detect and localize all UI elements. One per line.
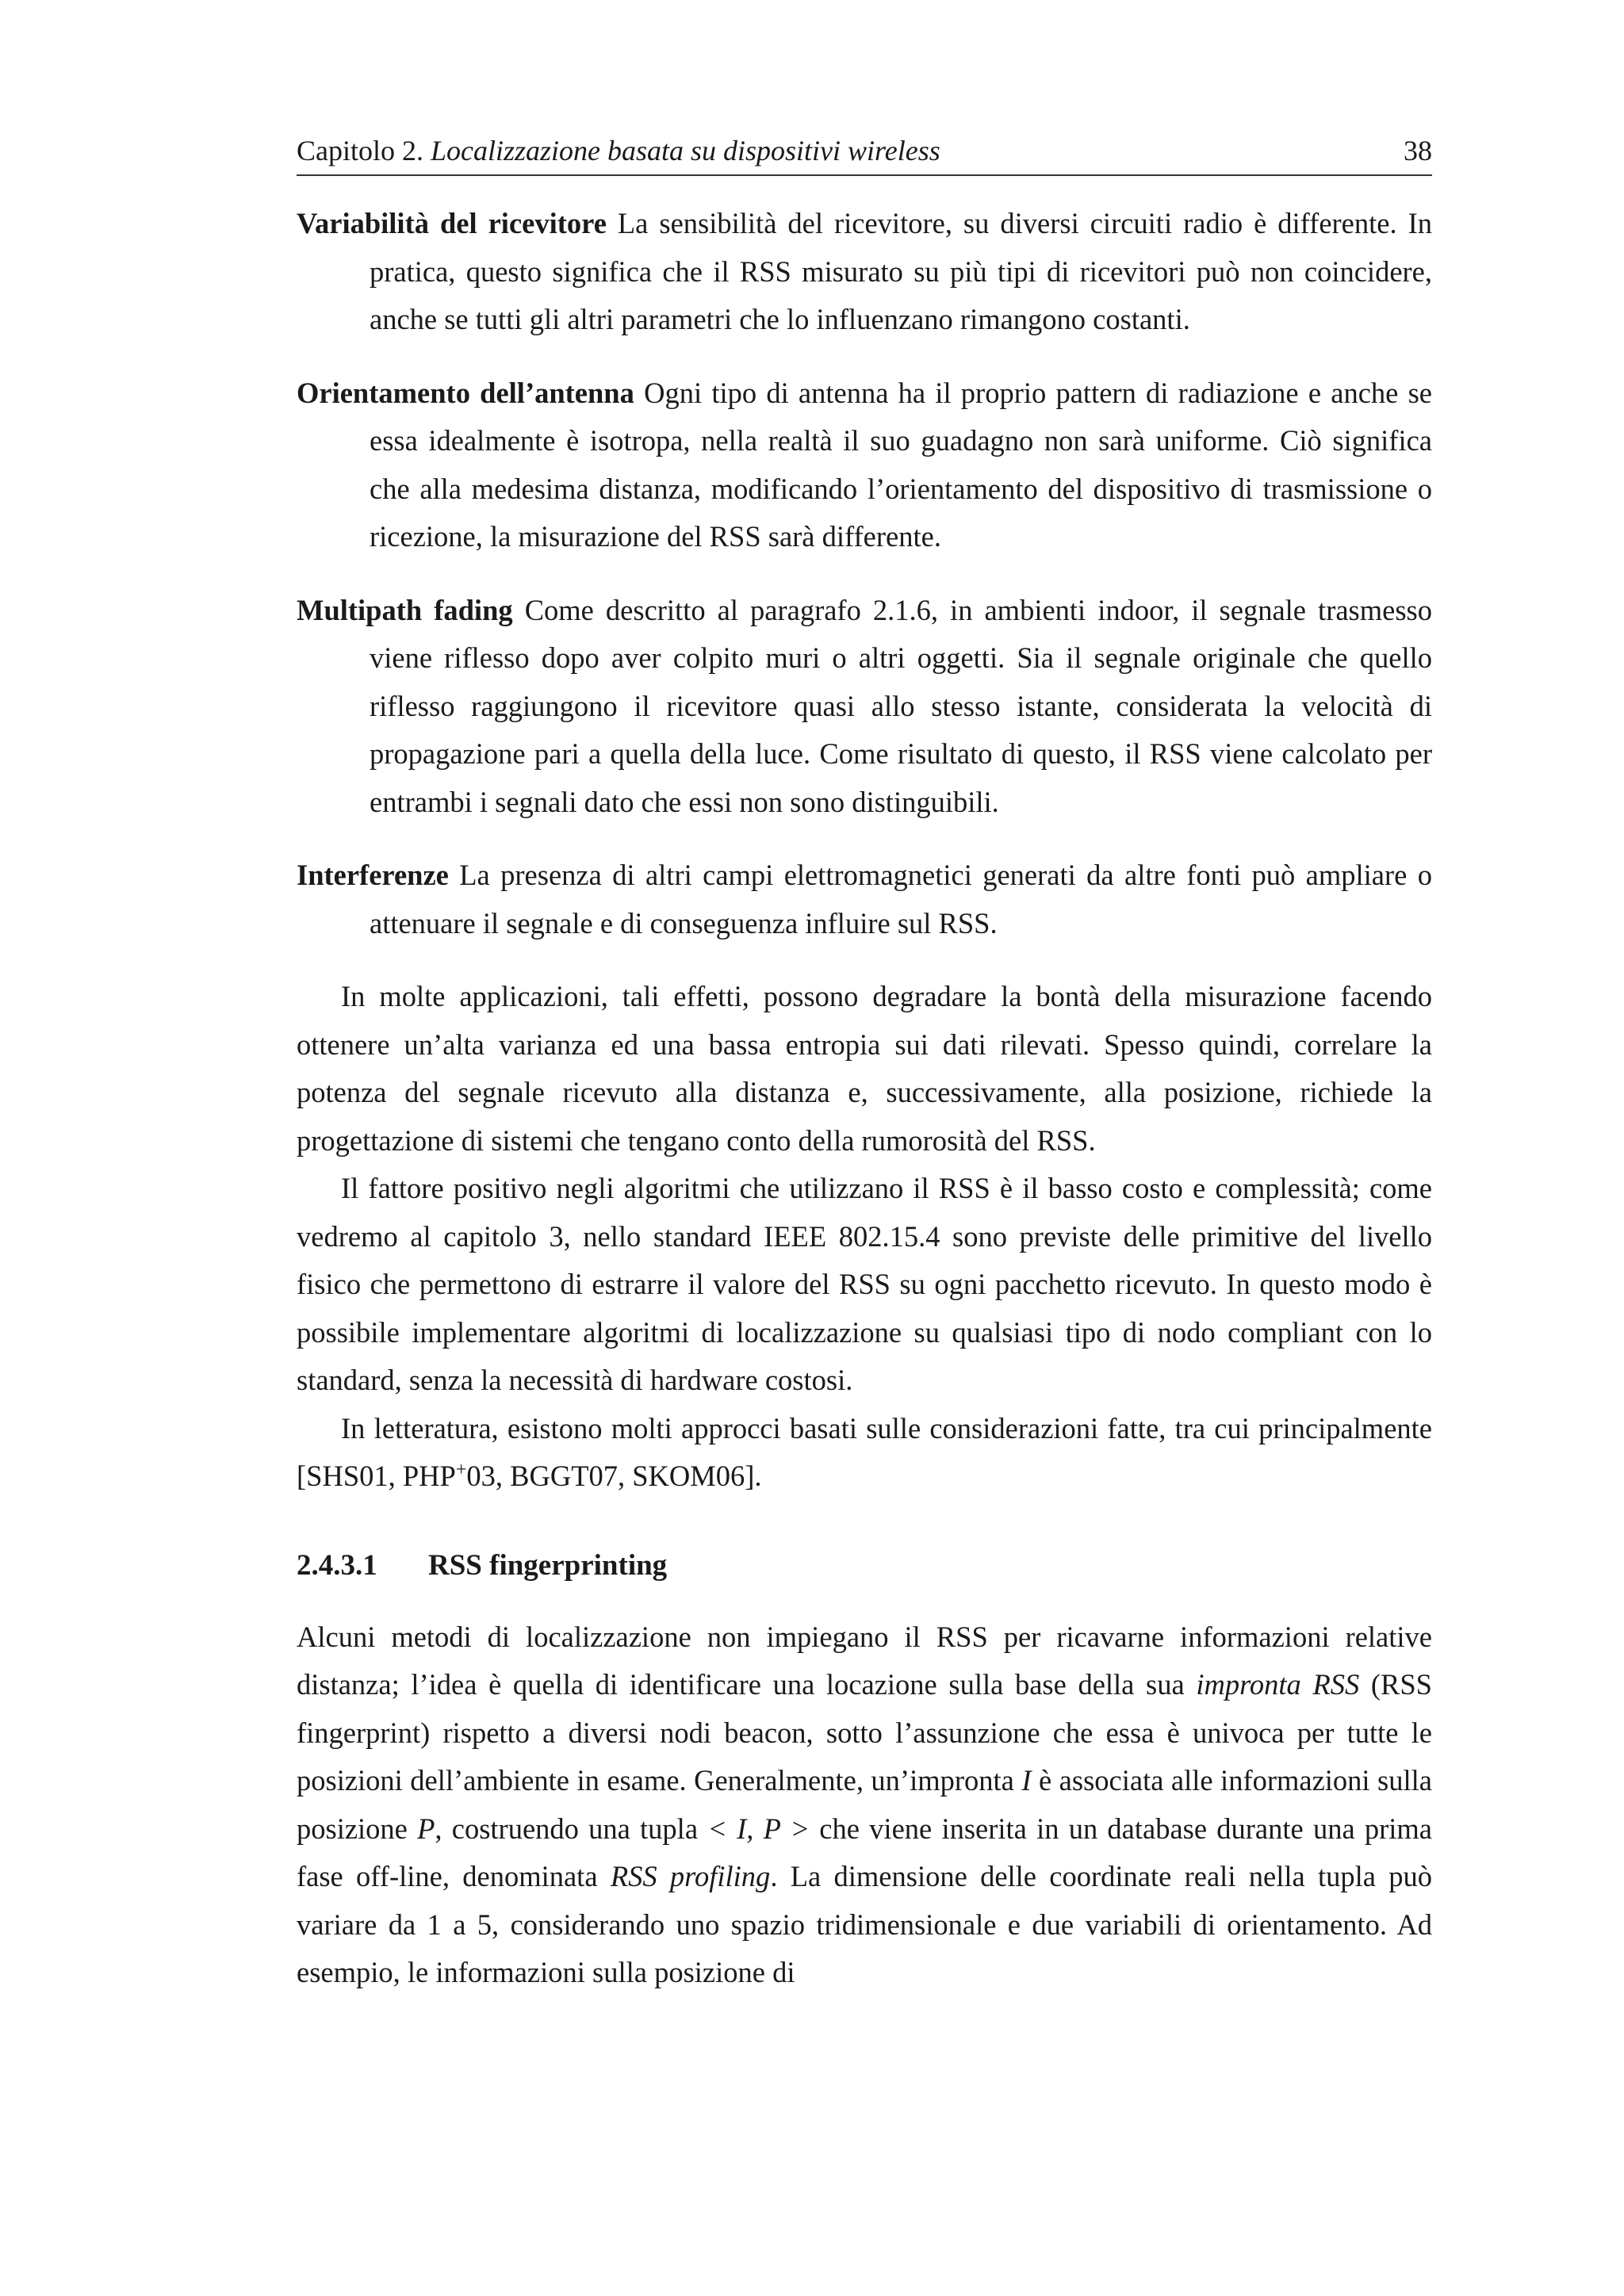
item-term: Orientamento dell’antenna: [297, 376, 634, 409]
item-text: Come descritto al paragrafo 2.1.6, in ambienti indoor, il segnale trasmesso viene riflesso dopo aver colpito muri o altri oggetti. Sia il segnale originale che quello riflesso raggiungono il ricevitore quasi allo stesso istante, considerata la velocità di propagazione pari a quella della luce. Come risultato di questo, il RSS viene calcolato per entrambi i segnali dato che essi non sono distinguibili.: [370, 593, 1432, 818]
section-title: RSS fingerprinting: [428, 1548, 668, 1582]
description-item: [297, 587, 1432, 827]
chapter-heading: [297, 127, 940, 174]
body-text: [297, 200, 1432, 1997]
description-item: [297, 369, 1432, 561]
citation-paragraph: In letteratura, esistono molti approcci basati sulle considerazioni fatte, tra cui principalmente [SHS01, PHP+03, BGGT07, SKOM06].: [297, 1411, 1432, 1492]
item-text: La presenza di altri campi elettromagnetici generati da altre fonti può ampliare o attenuare il segnale e di conseguenza influire sul RSS.: [370, 859, 1433, 939]
description-item: [297, 851, 1432, 947]
chapter-label: Capitolo 2.: [297, 135, 423, 166]
item-term: Multipath fading: [297, 593, 513, 626]
item-term: Interferenze: [297, 859, 449, 891]
section-paragraph: Alcuni metodi di localizzazione non impiegano il RSS per ricavarne informazioni relative distanza; l’idea è quella di identificare una locazione sulla base della sua impronta RSS (RSS fingerprint) rispetto a diversi nodi beacon, sotto l’assunzione che essa è univoca per tutte le posizioni dell’ambiente in esame. Generalmente, un’impronta I è associata alle informazioni sulla posizione P, costruendo una tupla < I, P > che viene inserita in un database durante una prima fase off-line, denominata RSS profiling. La dimensione delle coordinate reali nella tupla può variare da 1 a 5, considerando uno spazio tridimensionale e due variabili di orientamento. Ad esempio, le informazioni sulla posizione di: [297, 1620, 1433, 1988]
page: [297, 127, 1432, 1997]
page-number: 38: [1404, 135, 1432, 166]
section-heading: [297, 1542, 1432, 1590]
item-text: Ogni tipo di antenna ha il proprio pattern di radiazione e anche se essa idealmente è isotropa, nella realtà il suo guadagno non sarà uniforme. Ciò significa che alla medesima distanza, modificando l’orientamento del dispositivo di trasmissione o ricezione, la misurazione del RSS sarà differente.: [370, 376, 1433, 553]
item-text: La sensibilità del ricevitore, su diversi circuiti radio è differente. In pratica, questo significa che il RSS misurato su più tipi di ricevitori può non coincidere, anche se tutti gli altri parametri che lo influenzano rimangono costanti.: [370, 207, 1432, 335]
superscript: +: [455, 1459, 467, 1480]
chapter-title: Localizzazione basata su dispositivi wireless: [431, 135, 940, 166]
running-head: [297, 127, 1432, 176]
paragraph: In molte applicazioni, tali effetti, possono degradare la bontà della misurazione facendo ottenere un’alta varianza ed una bassa entropia sui dati rilevati. Spesso quindi, correlare la potenza del segnale ricevuto alla distanza e, successivamente, alla posizione, richiede la progettazione di sistemi che tengano conto della rumorosità del RSS.: [297, 980, 1432, 1157]
item-term: Variabilità del ricevitore: [297, 207, 607, 239]
paragraph: Il fattore positivo negli algoritmi che utilizzano il RSS è il basso costo e complessità; come vedremo al capitolo 3, nello standard IEEE 802.15.4 sono previste delle primitive del livello fisico che permettono di estrarre il valore del RSS su ogni pacchetto ricevuto. In questo modo è possibile implementare algoritmi di localizzazione su qualsiasi tipo di nodo compliant con lo standard, senza la necessità di hardware costosi.: [297, 1172, 1432, 1396]
section-number: 2.4.3.1: [297, 1548, 377, 1582]
description-item: [297, 200, 1432, 344]
